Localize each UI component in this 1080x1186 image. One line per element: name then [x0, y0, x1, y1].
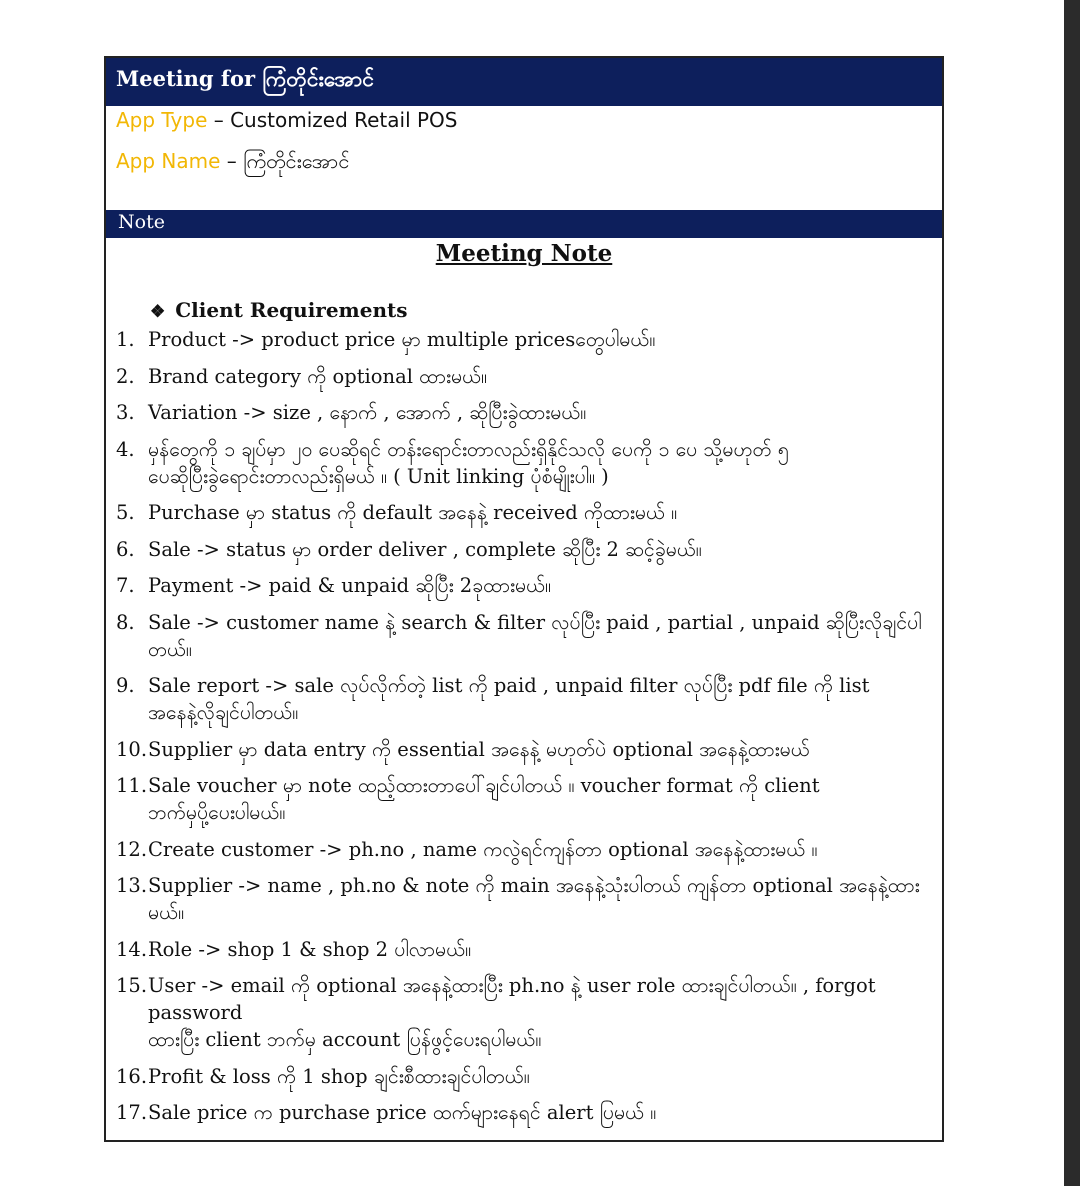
requirement-text-continued: အနေနဲ့လိုချင်ပါတယ်။	[148, 701, 299, 724]
requirement-text: Product -> product price မှာ multiple pricesတွေပါမယ်။	[148, 328, 656, 351]
requirement-item	[116, 609, 936, 663]
requirement-text-continued: ထားပြီး client ဘက်မှ account ပြန်ဖွင့်ပေးရပါမယ်။	[148, 1028, 542, 1051]
requirement-text: Profit & loss ကို 1 shop ချင်းစီထားချင်ပါတယ်။	[148, 1064, 530, 1088]
requirement-text: Supplier မှာ data entry ကို essential အနေနဲ့ မဟုတ်ပဲ optional အနေနဲ့ထားမယ်	[148, 737, 810, 761]
app-type-line	[116, 108, 458, 132]
requirement-text: Create customer -> ph.no , name ကလွဲရင်ကျန်တာ optional အနေနဲ့ထားမယ် ။	[148, 837, 818, 861]
requirement-text: မှန်တွေကို ၁ ချပ်မှာ ၂၀ ပေဆိုရင် တန်းရောင်းတာလည်းရှိနိုင်သလို ပေကို ၁ ပေ သို့မဟုတ် ၅	[148, 437, 789, 461]
requirement-item	[116, 836, 936, 863]
requirement-number: 1.	[116, 328, 135, 351]
app-type-label: App Type	[116, 108, 208, 132]
requirement-text: Sale voucher မှာ note ထည့်ထားတာပေါ်ချင်ပါတယ် ။ voucher format ကို client	[148, 774, 820, 797]
requirement-text: Purchase မှာ status ကို default အနေနဲ့ received ကိုထားမယ် ။	[148, 501, 677, 524]
requirement-text: Role -> shop 1 & shop 2 ပါလာမယ်။	[148, 937, 472, 961]
requirement-item	[116, 736, 936, 763]
requirement-text: Sale -> customer name နဲ့ search & filter လုပ်ပြီး paid , partial , unpaid ဆိုပြီးလိုချင်ပါတယ်။	[148, 610, 922, 661]
meeting-note-title: Meeting Note	[435, 240, 613, 267]
requirement-item	[116, 399, 936, 426]
meeting-header-bar	[106, 58, 942, 106]
requirement-item	[116, 1063, 936, 1090]
requirement-number: 9.	[116, 674, 135, 697]
scrollbar[interactable]	[1064, 0, 1080, 1186]
requirement-text: Brand category ကို optional ထားမယ်။	[148, 364, 487, 388]
requirement-text: User -> email ကို optional အနေနဲ့ထားပြီး ph.no နဲ့ user role ထားချင်ပါတယ်။ , forgot password	[148, 974, 876, 1024]
requirements-list	[116, 326, 936, 1136]
note-header-bar	[106, 210, 942, 238]
requirement-number: 6.	[116, 537, 135, 561]
requirement-number: 14.	[116, 937, 148, 961]
requirement-number: 2.	[116, 364, 135, 388]
requirement-item	[116, 436, 936, 490]
requirement-text: Variation -> size , နောက် , အောက် , ဆိုပြီးခွဲထားမယ်။	[148, 401, 587, 424]
requirement-number: 17.	[116, 1101, 148, 1124]
requirement-text-continued: ပေဆိုပြီးခွဲရောင်းတာလည်းရှိမယ် ။ ( Unit linking ပုံစံမျိုးပါ။ )	[148, 464, 609, 488]
requirement-number: 8.	[116, 610, 135, 634]
requirement-text: Supplier -> name , ph.no & note ကို main အနေနဲ့သုံးပါတယ် ကျန်တာ optional အနေနဲ့ထားမယ်။	[148, 874, 920, 924]
requirement-item	[116, 772, 936, 826]
requirement-item	[116, 326, 936, 353]
note-label: Note	[118, 211, 165, 233]
app-type-value: – Customized Retail POS	[207, 108, 458, 132]
requirement-number: 15.	[116, 974, 148, 997]
requirement-text: Sale -> status မှာ order deliver , complete ဆိုပြီး 2 ဆင့်ခွဲမယ်။	[148, 537, 702, 561]
requirement-number: 5.	[116, 501, 135, 524]
requirement-item	[116, 972, 936, 1053]
requirement-item	[116, 672, 936, 726]
meeting-title: Meeting for ကြံတိုင်းအောင်	[116, 66, 374, 91]
requirement-text: Sale report -> sale လုပ်လိုက်တဲ့ list ကို paid , unpaid filter လုပ်ပြီး pdf file ကို list	[148, 674, 870, 697]
document-page	[104, 56, 944, 1142]
requirement-number: 13.	[116, 874, 148, 897]
section-heading-text: Client Requirements	[175, 298, 408, 322]
requirement-number: 12.	[116, 837, 148, 861]
requirement-item	[116, 872, 936, 926]
requirement-item	[116, 936, 936, 963]
requirement-number: 4.	[116, 437, 135, 461]
diamond-bullet-icon: ❖	[150, 302, 166, 322]
requirement-item	[116, 499, 936, 526]
requirement-text-continued: ဘက်မှပို့ပေးပါမယ်။	[148, 801, 286, 824]
app-name-value: – ကြံတိုင်းအောင်	[220, 149, 350, 173]
requirement-item	[116, 1099, 936, 1126]
requirement-number: 11.	[116, 774, 148, 797]
requirement-number: 7.	[116, 574, 135, 597]
requirement-number: 16.	[116, 1064, 148, 1088]
requirement-number: 10.	[116, 737, 148, 761]
app-name-line	[116, 148, 349, 178]
requirement-item	[116, 363, 936, 390]
requirement-item	[116, 572, 936, 599]
requirement-text: Payment -> paid & unpaid ဆိုပြီး 2ခုထားမယ်။	[148, 574, 551, 597]
requirement-item	[116, 536, 936, 563]
requirement-number: 3.	[116, 401, 135, 424]
client-requirements-heading	[150, 298, 408, 322]
app-name-label: App Name	[116, 149, 221, 173]
requirement-text: Sale price က purchase price ထက်များနေရင် alert ပြမယ် ။	[148, 1101, 657, 1124]
